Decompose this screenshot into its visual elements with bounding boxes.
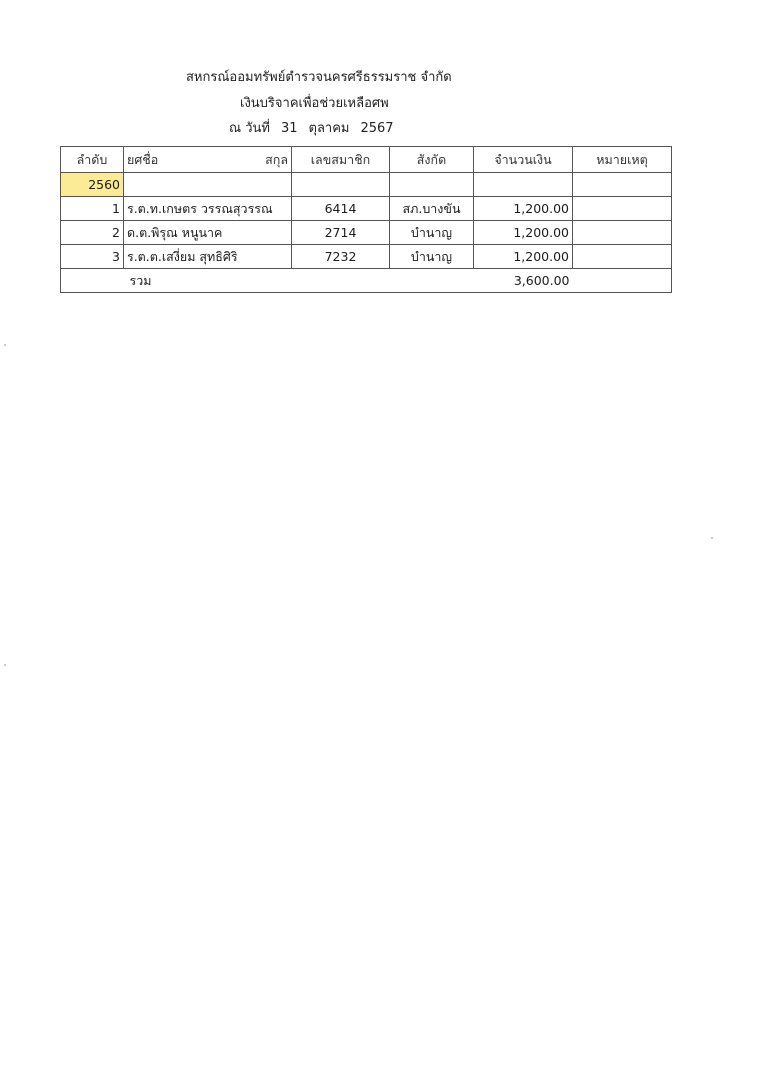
table-row — [61, 245, 672, 269]
seq-cell: 3 — [61, 245, 124, 269]
unit-cell: บำนาญ — [390, 245, 474, 269]
seq-cell: 1 — [61, 197, 124, 221]
col-header-unit: สังกัด — [390, 147, 474, 173]
member-no-cell: 6414 — [292, 197, 390, 221]
remark-cell — [573, 245, 672, 269]
table-row — [61, 221, 672, 245]
empty-cell — [573, 173, 672, 197]
date-month: ตุลาคม — [308, 121, 350, 136]
unit-cell: สภ.บางขัน — [390, 197, 474, 221]
amount-cell: 1,200.00 — [474, 221, 573, 245]
col-header-amount: จำนวนเงิน — [474, 147, 573, 173]
group-row — [61, 173, 672, 197]
amount-cell: 1,200.00 — [474, 197, 573, 221]
date-day: 31 — [280, 121, 298, 136]
member-no-cell: 7232 — [292, 245, 390, 269]
scan-speck — [4, 664, 6, 666]
empty-cell — [390, 269, 474, 293]
empty-cell — [573, 269, 672, 293]
name-cell: ด.ต.พิรุณ หนูนาค — [124, 221, 292, 245]
col-header-seq: ลำดับ — [61, 147, 124, 173]
name-cell: ร.ต.ต.เสงี่ยม สุทธิศิริ — [124, 245, 292, 269]
empty-cell — [390, 173, 474, 197]
document-date — [229, 121, 394, 137]
date-prefix: ณ วันที่ — [229, 121, 270, 136]
scan-speck — [711, 537, 713, 539]
document-subject: เงินบริจาคเพื่อช่วยเหลือศพ — [240, 96, 389, 111]
scan-speck — [4, 344, 6, 346]
empty-cell — [124, 173, 292, 197]
col-header-rank-name: ยศชื่อ — [127, 151, 159, 167]
col-header-surname: สกุล — [265, 151, 288, 167]
unit-cell: บำนาญ — [390, 221, 474, 245]
group-label-cell: 2560 — [61, 173, 124, 197]
date-year: 2567 — [360, 121, 394, 136]
seq-cell: 2 — [61, 221, 124, 245]
col-header-remark: หมายเหตุ — [573, 147, 672, 173]
empty-cell — [292, 173, 390, 197]
amount-cell: 1,200.00 — [474, 245, 573, 269]
col-header-name — [124, 147, 292, 173]
empty-cell — [474, 173, 573, 197]
name-cell: ร.ต.ท.เกษตร วรรณสุวรรณ — [124, 197, 292, 221]
total-amount: 3,600.00 — [474, 269, 573, 293]
remark-cell — [573, 221, 672, 245]
empty-cell — [61, 269, 124, 293]
member-no-cell: 2714 — [292, 221, 390, 245]
org-title: สหกรณ์ออมทรัพย์ตำรวจนครศรีธรรมราช จำกัด — [186, 70, 452, 85]
remark-cell — [573, 197, 672, 221]
table-header-row — [61, 147, 672, 173]
total-label: รวม — [124, 269, 292, 293]
total-row — [61, 269, 672, 293]
col-header-member-no: เลขสมาชิก — [292, 147, 390, 173]
empty-cell — [292, 269, 390, 293]
donation-table — [60, 146, 672, 293]
table-row — [61, 197, 672, 221]
